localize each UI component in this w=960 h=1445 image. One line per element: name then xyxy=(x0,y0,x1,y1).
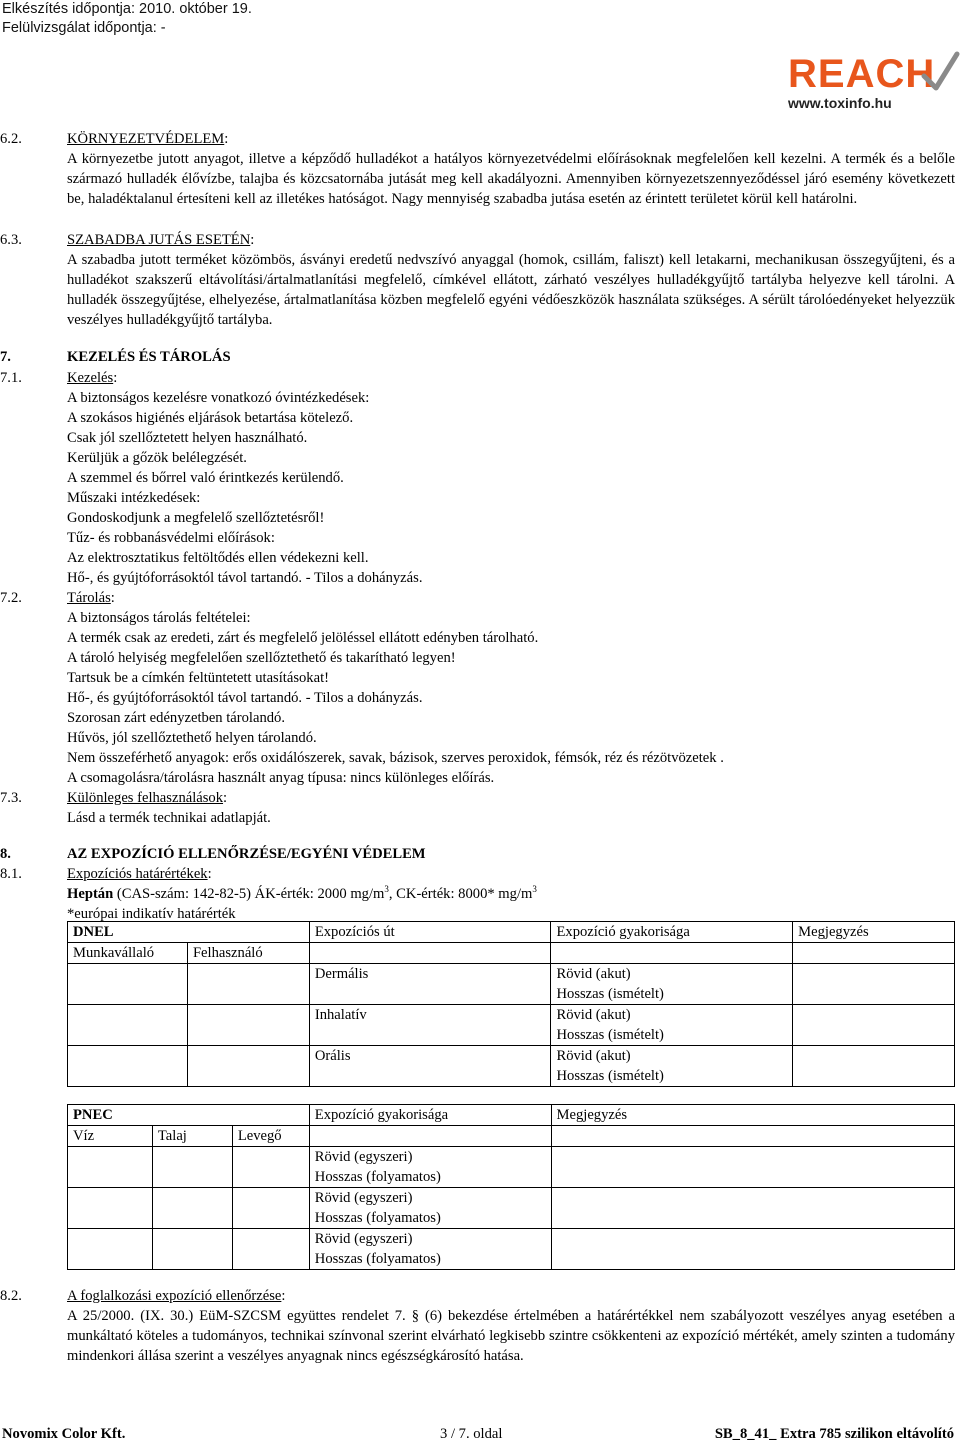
table-row xyxy=(68,964,955,1005)
table-cell: Munkavállaló xyxy=(68,943,188,964)
list-item: A termék csak az eredeti, zárt és megfelelő jelöléssel ellátott edényben tárolható. xyxy=(67,630,539,646)
table-cell: Expozíció gyakorisága xyxy=(551,922,793,943)
table-cell xyxy=(551,1046,793,1087)
prep-date: Elkészítés időpontja: 2010. október 19. xyxy=(2,1,252,17)
list-item: Hő-, és gyújtóforrásoktól távol tartandó. - Tilos a dohányzás. xyxy=(67,690,423,706)
section-heading xyxy=(67,129,228,149)
table-row xyxy=(68,1126,955,1147)
table-cell xyxy=(152,1229,232,1270)
list-item: A szemmel és bőrrel való érintkezés kerülendő. xyxy=(67,470,344,486)
superscript: 3 xyxy=(532,884,537,895)
table-cell xyxy=(187,964,309,1005)
reach-logo-text: REACH xyxy=(788,52,936,96)
table-cell xyxy=(793,964,955,1005)
table-cell: Orális xyxy=(309,1046,551,1087)
table-cell: Felhasználó xyxy=(187,943,309,964)
table-cell xyxy=(309,1229,551,1270)
subsection-number: 7.2. xyxy=(0,590,22,606)
freq-long: Hosszas (folyamatos) xyxy=(314,1210,441,1226)
table-cell xyxy=(68,1229,153,1270)
list-item: Szorosan zárt edényzetben tárolandó. xyxy=(67,710,286,726)
list-item: Csak jól szellőztetett helyen használható. xyxy=(67,430,308,446)
eu-note: *európai indikatív határérték xyxy=(67,906,236,922)
subsection-title: Különleges felhasználások xyxy=(67,790,224,806)
list-item: Nem összeférhető anyagok: erős oxidálószerek, savak, bázisok, szerves peroxidok, fémsók, réz és rézötvözetek . xyxy=(67,750,724,766)
footer-company: Novomix Color Kft. xyxy=(2,1426,126,1442)
table-cell xyxy=(152,1147,232,1188)
list-item: Az elektrosztatikus feltöltődés ellen védekezni kell. xyxy=(67,550,369,566)
subsection-number: 8.2. xyxy=(0,1288,22,1304)
list-item: Tűz- és robbanásvédelmi előírások: xyxy=(67,530,275,546)
freq-long: Hosszas (ismételt) xyxy=(556,1068,664,1084)
table-cell xyxy=(68,1147,153,1188)
table-cell xyxy=(551,943,793,964)
section-number: 6.3. xyxy=(0,232,22,248)
ak-value: (CAS-szám: 142-82-5) ÁK-érték: 2000 mg/m xyxy=(113,886,385,902)
freq-short: Rövid (egyszeri) xyxy=(314,1149,413,1165)
heptan-limits xyxy=(67,884,537,904)
list-item: A biztonságos kezelésre vonatkozó óvintézkedések: xyxy=(67,390,370,406)
table-cell: Megjegyzés xyxy=(793,922,955,943)
list-item: Kerüljük a gőzök belélegzését. xyxy=(67,450,247,466)
title-colon: : xyxy=(250,232,255,248)
footer-page: 3 / 7. oldal xyxy=(440,1426,503,1442)
table-cell xyxy=(309,1126,551,1147)
table-cell xyxy=(187,1005,309,1046)
list-item: Tartsuk be a címkén feltüntetett utasításokat! xyxy=(67,670,329,686)
subsection-title: Expozíciós határértékek xyxy=(67,866,208,882)
table-cell xyxy=(793,943,955,964)
list-item: Hűvös, jól szellőztethető helyen tárolandó. xyxy=(67,730,317,746)
table-cell: Megjegyzés xyxy=(551,1105,954,1126)
table-cell: DNEL xyxy=(68,922,310,943)
section-title: KÖRNYEZETVÉDELEM xyxy=(67,131,225,147)
table-cell xyxy=(551,1005,793,1046)
table-cell xyxy=(187,1046,309,1087)
section-number: 6.2. xyxy=(0,131,22,147)
table-row xyxy=(68,943,955,964)
table-cell xyxy=(793,1046,955,1087)
chapter-number: 7. xyxy=(0,349,11,365)
freq-short: Rövid (egyszeri) xyxy=(314,1190,413,1206)
table-cell: Dermális xyxy=(309,964,551,1005)
table-cell xyxy=(551,1126,954,1147)
table-cell xyxy=(68,964,188,1005)
chapter-number: 8. xyxy=(0,846,11,862)
section-paragraph: A környezetbe jutott anyagot, illetve a képződő hulladékot a hatályos környezetvédelmi előírásoknak megfelelően kell kezelni. A termék és a belőle származó hulladék élővízbe, talajba és közcsatornába jutását meg kell akadályozni. Amennyiben környezetszennyeződéssel járó esemény következett be, haladéktalanul értesíteni kell az illetékes hatóságot. Nagy mennyiség szabadba jutása esetén az érintett területet körül kell határolni. xyxy=(67,151,955,207)
table-cell xyxy=(551,1188,954,1229)
table-cell xyxy=(309,1147,551,1188)
pnec-table xyxy=(67,1104,955,1270)
table-row xyxy=(68,1188,955,1229)
table-row xyxy=(68,1046,955,1087)
section-heading xyxy=(67,230,254,250)
list-item: A csomagolásra/tárolásra használt anyag típusa: nincs különleges előírás. xyxy=(67,770,495,786)
table-row xyxy=(68,1005,955,1046)
freq-long: Hosszas (ismételt) xyxy=(556,986,664,1002)
section-paragraph: A szabadba jutott terméket közömbös, ásványi eredetű nedvszívó anyaggal (homok, csillám, faliszt) kell letakarni, mechanikusan összegyűjteni, és a hulladékot szakszerű eltávolítási/ártalmatlanítási megfelelő, címkével ellátott, zárható veszélyes hulladékgyűjtő tartályba helyezve kell tárolni. A hulladék összegyűjtése, elhelyezése, ártalmatlanítása közben megfelelő egyéni védőeszközök használata szükséges. A sérült tárolóedényeket helyezzük veszélyes hulladékgyűjtő tartályba. xyxy=(67,252,955,328)
reach-logo-url: www.toxinfo.hu xyxy=(788,95,892,111)
subsection-heading: Tárolás: xyxy=(67,590,115,606)
subsection-title: Kezelés xyxy=(67,370,114,386)
section-paragraph: A 25/2000. (IX. 30.) EüM-SZCSM együttes rendelet 7. § (6) bekezdése értelmében a határértékkel nem szabályozott veszélyes anyag esetében a munkáltató köteles a tudományos, technikai színvonal szerint elvárható legkisebb szintre csökkenteni az expozíció mértékét, amely szinten a tudomány mindenkori állása szerint a veszélyes anyagnak nincs egészségkárosító hatása. xyxy=(67,1308,955,1364)
list-item: A tároló helyiség megfelelően szellőztethető és takarítható legyen! xyxy=(67,650,456,666)
table-cell: Talaj xyxy=(152,1126,232,1147)
list-item: Gondoskodjunk a megfelelő szellőztetésről! xyxy=(67,510,325,526)
substance-name: Heptán xyxy=(67,886,114,902)
table-row xyxy=(68,1105,955,1126)
table-cell: Inhalatív xyxy=(309,1005,551,1046)
table-cell: Levegő xyxy=(232,1126,309,1147)
subsection-heading: Expozíciós határértékek: xyxy=(67,866,212,882)
table-cell: Víz xyxy=(68,1126,153,1147)
superscript: 3 xyxy=(384,884,389,895)
table-row xyxy=(68,1147,955,1188)
list-item: A szokásos higiénés eljárások betartása kötelező. xyxy=(67,410,354,426)
list-item: A biztonságos tárolás feltételei: xyxy=(67,610,251,626)
table-cell xyxy=(68,1188,153,1229)
subsection-title: Tárolás xyxy=(67,590,111,606)
subsection-title: A foglalkozási expozíció ellenőrzése xyxy=(67,1288,282,1304)
subsection-number: 7.3. xyxy=(0,790,22,806)
table-cell xyxy=(309,943,551,964)
table-cell xyxy=(793,1005,955,1046)
freq-short: Rövid (egyszeri) xyxy=(314,1231,413,1247)
table-cell xyxy=(232,1229,309,1270)
table-cell xyxy=(551,964,793,1005)
freq-long: Hosszas (ismételt) xyxy=(556,1027,664,1043)
table-cell: Expozíciós út xyxy=(309,922,551,943)
table-cell xyxy=(309,1188,551,1229)
freq-short: Rövid (akut) xyxy=(556,1048,631,1064)
chapter-title: KEZELÉS ÉS TÁROLÁS xyxy=(67,349,231,365)
table-cell xyxy=(232,1147,309,1188)
freq-short: Rövid (akut) xyxy=(556,966,631,982)
list-item: Műszaki intézkedések: xyxy=(67,490,201,506)
table-cell xyxy=(68,1005,188,1046)
subsection-number: 8.1. xyxy=(0,866,22,882)
section-title: SZABADBA JUTÁS ESETÉN xyxy=(67,232,251,248)
table-cell: PNEC xyxy=(68,1105,310,1126)
list-item: Hő-, és gyújtóforrásoktól távol tartandó. - Tilos a dohányzás. xyxy=(67,570,423,586)
table-row xyxy=(68,922,955,943)
subsection-heading: Különleges felhasználások: xyxy=(67,790,228,806)
review-date: Felülvizsgálat időpontja: - xyxy=(2,20,166,36)
title-colon: : xyxy=(224,131,229,147)
ck-value: , CK-érték: 8000* mg/m xyxy=(388,886,533,902)
subsection-heading: A foglalkozási expozíció ellenőrzése: xyxy=(67,1288,286,1304)
freq-long: Hosszas (folyamatos) xyxy=(314,1169,441,1185)
table-cell xyxy=(68,1046,188,1087)
subsection-heading: Kezelés: xyxy=(67,370,118,386)
subsection-number: 7.1. xyxy=(0,370,22,386)
freq-short: Rövid (akut) xyxy=(556,1007,631,1023)
chapter-title: AZ EXPOZÍCIÓ ELLENŐRZÉSE/EGYÉNI VÉDELEM xyxy=(67,846,426,862)
table-cell: Expozíció gyakorisága xyxy=(309,1105,551,1126)
freq-long: Hosszas (folyamatos) xyxy=(314,1251,441,1267)
list-item: Lásd a termék technikai adatlapját. xyxy=(67,810,271,826)
table-cell xyxy=(152,1188,232,1229)
table-row xyxy=(68,1229,955,1270)
dnel-table xyxy=(67,921,955,1087)
footer-doc: SB_8_41_ Extra 785 szilikon eltávolító xyxy=(714,1426,954,1442)
table-cell xyxy=(232,1188,309,1229)
table-cell xyxy=(551,1229,954,1270)
table-cell xyxy=(551,1147,954,1188)
